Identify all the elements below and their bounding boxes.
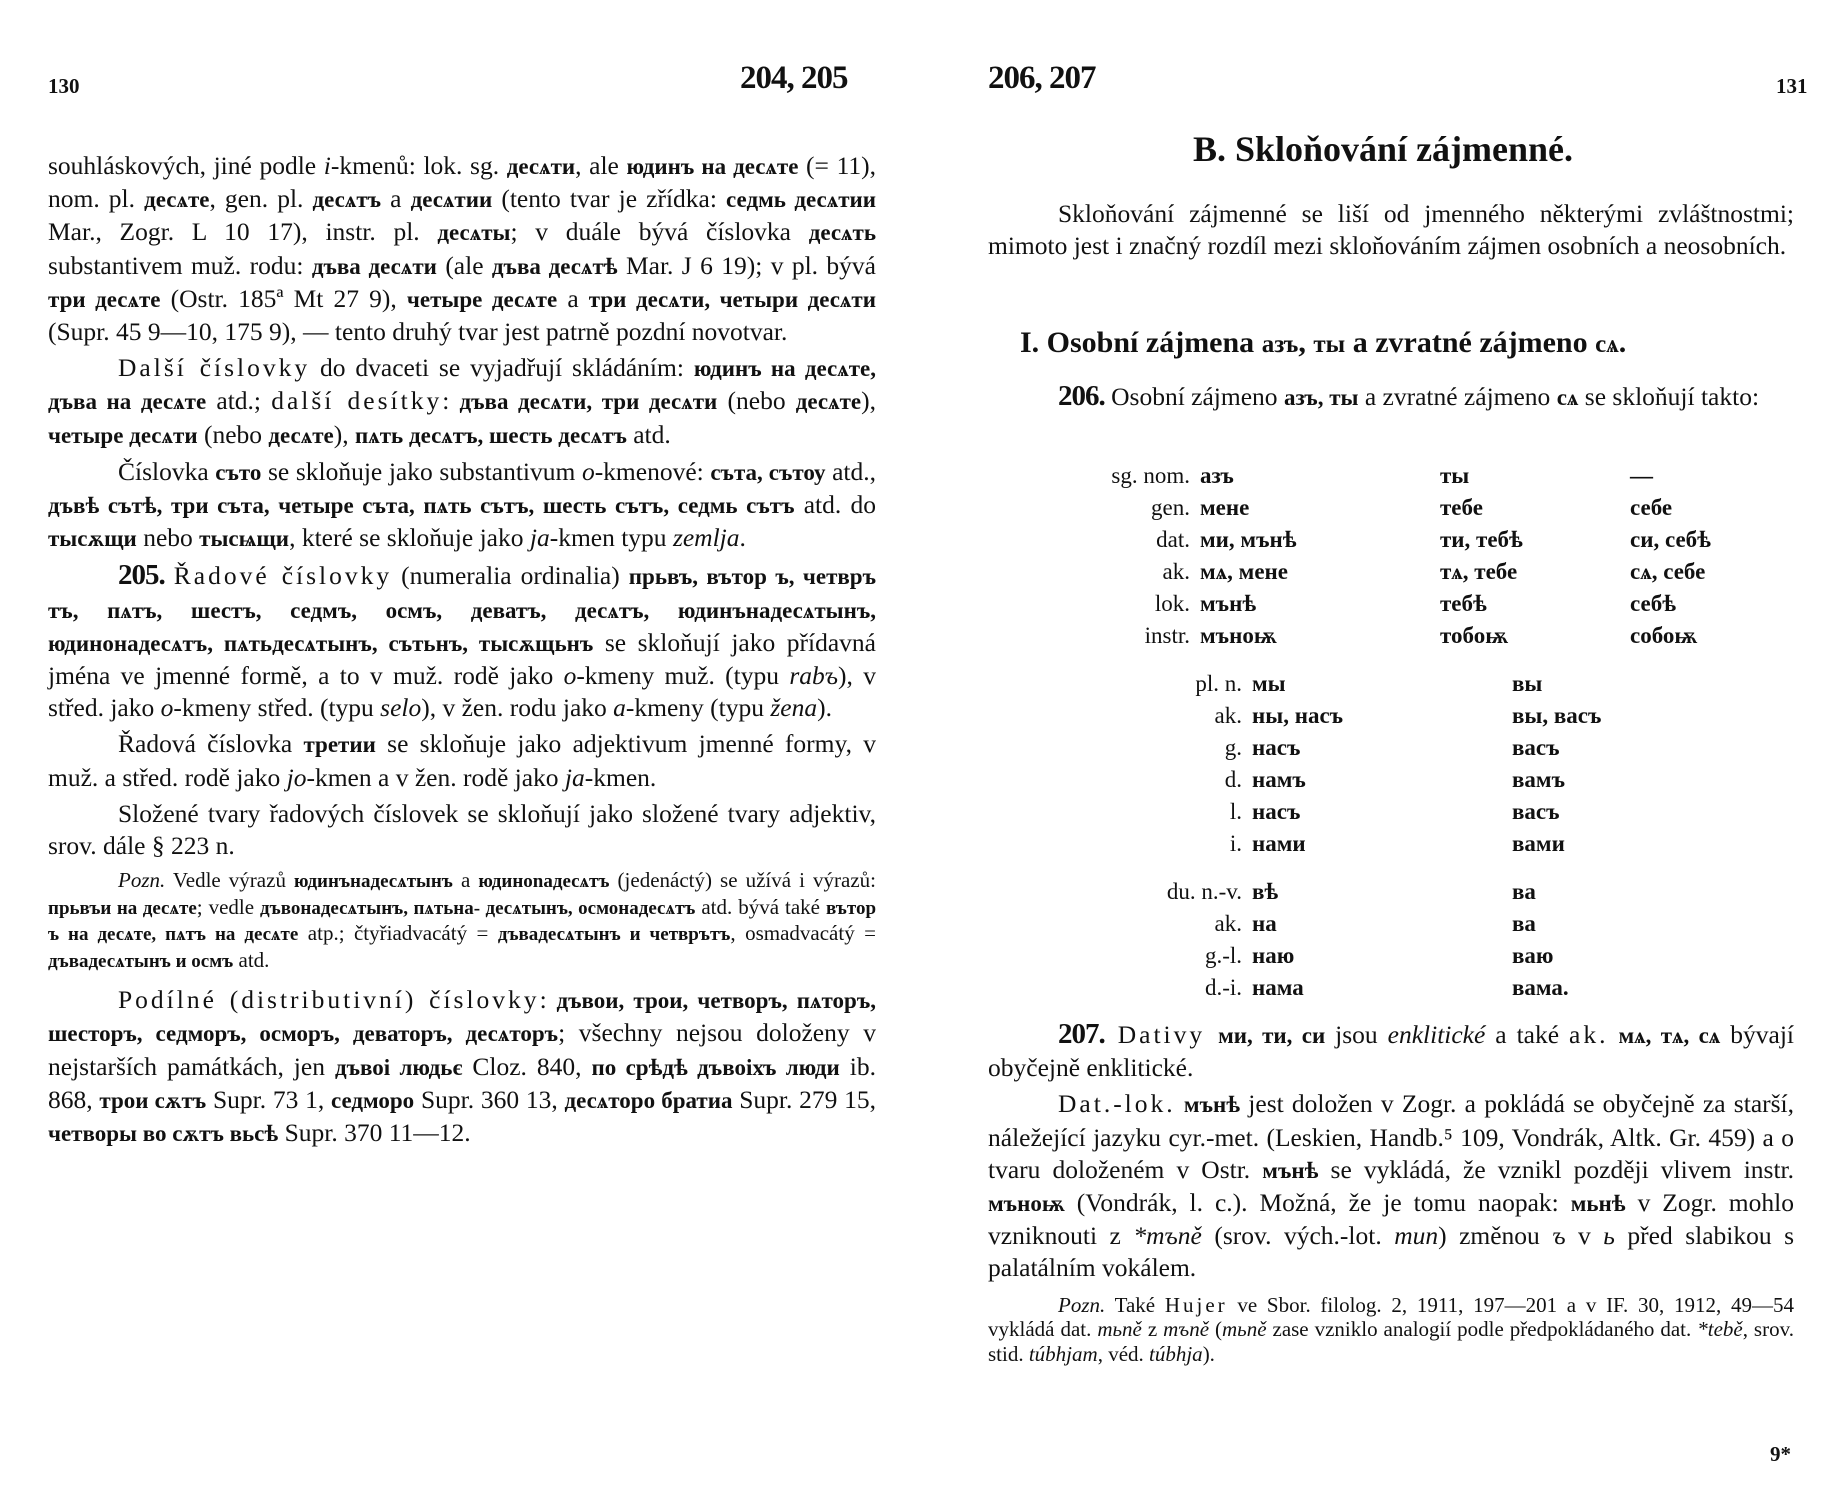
text: , véd. xyxy=(1097,1341,1150,1366)
italic-text: mun xyxy=(1394,1221,1439,1251)
text: Supr. 370 11—12. xyxy=(278,1118,471,1148)
text: nebo xyxy=(136,523,200,553)
church-slavonic-word: дъвоі людьє xyxy=(334,1054,463,1080)
text: : xyxy=(539,985,557,1015)
case-label: ak. xyxy=(1214,703,1242,728)
text: -kmeny střed. (typu xyxy=(173,693,381,723)
text: ) změnou xyxy=(1438,1221,1553,1251)
table-row xyxy=(1000,556,1720,588)
church-slavonic-word: юдиноnадесѧтъ xyxy=(478,871,610,893)
page-number: 130 xyxy=(48,74,80,98)
church-slavonic-word: трои сѫтъ xyxy=(99,1087,207,1113)
text xyxy=(1176,1089,1184,1118)
table-row xyxy=(1092,940,1692,972)
text: -kmen a v žen. rodě jako xyxy=(306,762,565,792)
text: atd. bývá také xyxy=(695,894,826,919)
italic-text: mъně xyxy=(1163,1317,1210,1342)
form-2sg: тѧ, тебе xyxy=(1440,559,1518,584)
form-reflexive: си, себѣ xyxy=(1630,527,1711,552)
form-1du: вѣ xyxy=(1252,879,1279,904)
form-reflexive: себе xyxy=(1630,495,1673,520)
italic-text: ь xyxy=(1603,1221,1615,1251)
form-1pl: нами xyxy=(1252,831,1306,856)
text: Mar. J 6 19); v pl. bývá xyxy=(617,250,876,280)
church-slavonic-word: десѧтии xyxy=(410,187,493,213)
italic-text: enklitické xyxy=(1387,1020,1486,1049)
church-slavonic-word: четворы во сѫтъ вьсѣ xyxy=(48,1121,279,1147)
text: atd. xyxy=(233,947,270,972)
text: Supr. 73 1, xyxy=(206,1084,331,1114)
italic-text: žena xyxy=(770,693,818,723)
paragraph xyxy=(48,984,876,1150)
text: , gen. pl. xyxy=(209,184,313,214)
case-label: lok. xyxy=(1154,591,1190,616)
italic-text: túbhja xyxy=(1149,1341,1203,1366)
church-slavonic-word: съто xyxy=(215,459,262,485)
text: ; v duále bývá číslovka xyxy=(510,217,809,247)
table-row xyxy=(1000,588,1720,620)
case-label: g.-l. xyxy=(1204,943,1242,968)
form-2sg: тебе xyxy=(1440,495,1483,520)
text: atp.; čtyřiadvacátý = xyxy=(298,921,498,946)
church-slavonic-word: дъва десѧти xyxy=(311,253,437,279)
form-2du: ва xyxy=(1512,911,1536,936)
form-2pl: вы, васъ xyxy=(1512,703,1602,728)
church-slavonic-word: юдинъ на десѧте, дъва на десѧте xyxy=(48,356,876,415)
right-page xyxy=(922,0,1844,1500)
spaced-text: Další číslovky xyxy=(118,353,311,383)
section-207 xyxy=(988,1018,1794,1370)
text: (srov. vých.-lot. xyxy=(1201,1221,1395,1251)
church-slavonic-word: сѧ xyxy=(1595,331,1619,358)
text: , které se skloňuje jako xyxy=(289,523,530,553)
text: se skloňují jako přídavná jména ve jmenné formě, a to v muž. rodě jako xyxy=(48,627,876,691)
chapter-title: B. Skloňování zájmenné. xyxy=(1192,129,1574,169)
church-slavonic-word: десѧть xyxy=(808,220,876,246)
table-row xyxy=(1000,492,1720,524)
table-row xyxy=(1092,908,1692,940)
church-slavonic-word: ты xyxy=(1313,331,1346,358)
form-1pl: ны, насъ xyxy=(1252,703,1344,728)
paragraph: Skloňování zájmenné se liší od jmenného některými zvláštnostmi; mimoto jest i značný rozdíl mezi skloňováním zájmen osobních a neosobních. xyxy=(988,199,1794,261)
form-2pl: васъ xyxy=(1512,735,1560,760)
church-slavonic-word: мънѣ xyxy=(1262,1157,1319,1183)
text: a také xyxy=(1485,1020,1570,1049)
table-row xyxy=(1092,972,1692,1004)
text: z xyxy=(1141,1317,1164,1342)
left-column xyxy=(48,150,876,1154)
case-label: d.-i. xyxy=(1204,975,1242,1000)
text: (nebo xyxy=(197,419,269,449)
form-reflexive: собоѭ xyxy=(1630,623,1698,648)
form-2sg: ти, тебѣ xyxy=(1440,527,1523,552)
text: ib. 868, xyxy=(48,1051,876,1114)
church-slavonic-word: съта, сътоу xyxy=(710,459,826,485)
text xyxy=(1608,1020,1618,1049)
form-1pl: мы xyxy=(1252,671,1286,696)
section-number: 205. xyxy=(118,559,165,592)
text: Cloz. 840, xyxy=(462,1051,592,1081)
text: : xyxy=(442,386,460,416)
text: -kmeny muž. (typu xyxy=(576,661,790,691)
church-slavonic-word: третии xyxy=(303,732,376,758)
church-slavonic-word: десѧте xyxy=(795,389,862,415)
italic-text: o xyxy=(160,693,174,723)
case-label: ak. xyxy=(1214,911,1242,936)
table-row xyxy=(1092,876,1692,908)
case-label: du. n.-v. xyxy=(1166,879,1242,904)
church-slavonic-word: прьвъи на десѧте xyxy=(48,897,197,919)
italic-text: ъ xyxy=(1552,1221,1566,1251)
note-label: Pozn. xyxy=(1058,1292,1106,1317)
italic-text: jo xyxy=(286,762,307,792)
text: Supr. 360 13, xyxy=(414,1084,565,1114)
text: zase vzniklo analogií podle předpokládaného dat. xyxy=(1266,1317,1698,1342)
italic-text: o xyxy=(581,456,595,486)
form-1pl: намъ xyxy=(1252,767,1306,792)
text: v Zogr. mohlo vzniknouti z xyxy=(988,1188,1794,1251)
text: ve Sbor. filolog. 2, 1911, 197—201 a v IF. 30, 1912, 49—54 vykládá dat. xyxy=(988,1292,1794,1342)
text: Číslovka xyxy=(118,456,216,486)
paragraph xyxy=(48,728,876,793)
table-row xyxy=(1000,460,1720,492)
italic-text: mьně xyxy=(1221,1317,1267,1342)
case-label: sg. nom. xyxy=(1111,463,1190,488)
church-slavonic-word: мьнѣ xyxy=(1570,1191,1626,1217)
form-1pl: насъ xyxy=(1252,799,1301,824)
table-row xyxy=(1092,668,1692,700)
text: Osobní zájmeno xyxy=(1104,382,1284,411)
text: ), xyxy=(333,419,355,449)
form-2du: ва xyxy=(1512,879,1536,904)
text: , osmadvacátý = xyxy=(730,921,876,946)
form-reflexive: — xyxy=(1630,463,1653,488)
paragraph xyxy=(988,1018,1794,1084)
text: a zvratné zájmeno xyxy=(1358,382,1557,411)
text: Složené tvary řadových číslovek se skloňují jako složené tvary adjektiv, srov. dále § 223 n. xyxy=(48,798,876,861)
text: do dvaceti se vyjadřují skládáním: xyxy=(310,353,694,383)
case-label: dat. xyxy=(1156,527,1190,552)
section-subtitle xyxy=(1020,326,1626,360)
section-numbers: 206, 207 xyxy=(988,60,1096,96)
section-206 xyxy=(988,380,1794,418)
spaced-text: Podílné (distributivní) číslovky xyxy=(118,985,540,1015)
intro-paragraph xyxy=(988,198,1794,266)
form-1sg: азъ xyxy=(1200,463,1234,488)
table-row xyxy=(1092,732,1692,764)
text: Také xyxy=(1105,1292,1165,1317)
case-label: pl. n. xyxy=(1195,671,1242,696)
church-slavonic-word: тысѫщи xyxy=(48,526,137,552)
text: substantivem muž. rodu: xyxy=(48,250,312,280)
text: Řadová číslovka xyxy=(118,729,304,759)
italic-text: túbhjam xyxy=(1028,1341,1098,1366)
form-2sg: тебѣ xyxy=(1440,591,1487,616)
paradigm-dual xyxy=(1092,876,1692,1004)
church-slavonic-word: четыре десѧти xyxy=(48,422,198,448)
church-slavonic-word: седмь десѧтии xyxy=(726,187,877,213)
text: . xyxy=(1618,326,1627,359)
church-slavonic-word: десѧты xyxy=(437,220,511,246)
table-row xyxy=(1000,620,1720,652)
church-slavonic-word: десѧтъ xyxy=(312,187,382,213)
case-label: gen. xyxy=(1151,495,1190,520)
text: (Supr. 45 9—10, 175 9), — tento druhý tvar jest patrně pozdní novotvar. xyxy=(48,317,788,347)
text: (= 11), nom. pl. xyxy=(48,151,876,214)
text: (tento tvar je zřídka: xyxy=(492,184,727,214)
form-reflexive: сѧ, себе xyxy=(1630,559,1706,584)
text: atd. xyxy=(626,419,671,449)
case-label: d. xyxy=(1224,767,1242,792)
form-1du: наю xyxy=(1252,943,1295,968)
italic-text: *tebě xyxy=(1697,1317,1743,1342)
text: se skloňuje jako adjektivum jmenné formy, v muž. a střed. rodě jako xyxy=(48,729,877,792)
church-slavonic-word: дъвои, трои, четворъ, пѧторъ, шесторъ, седморъ, осморъ, деваторъ, десѧторъ xyxy=(48,988,876,1047)
text: ), v střed. jako xyxy=(48,661,876,723)
church-slavonic-word: десѧте xyxy=(144,187,210,213)
table-row xyxy=(1000,524,1720,556)
page-number: 131 xyxy=(1776,74,1808,98)
text: jsou xyxy=(1325,1020,1388,1049)
form-1sg: мѧ, мене xyxy=(1200,559,1289,584)
text: souhláskových, jiné podle xyxy=(48,151,324,180)
church-slavonic-word: мъноѭ xyxy=(988,1191,1065,1217)
church-slavonic-word: азъ xyxy=(1261,331,1299,358)
form-1du: нама xyxy=(1252,975,1304,1000)
church-slavonic-word: мънѣ xyxy=(1183,1092,1241,1118)
church-slavonic-word: десѧторо братиа xyxy=(564,1087,733,1113)
text: ; vedle xyxy=(196,894,261,919)
form-2pl: вамъ xyxy=(1512,767,1565,792)
text: ; všechny nejsou doloženy v nejstarších památkách, jen xyxy=(48,1018,876,1081)
church-slavonic-word: дъвонадесѧтынъ, пѧтьна- десѧтынъ, осмонадесѧтъ xyxy=(260,897,696,919)
spaced-text: Hujer xyxy=(1164,1292,1228,1317)
text: -kmenové: xyxy=(594,456,711,486)
text: -kmenů: lok. sg. xyxy=(330,151,507,180)
church-slavonic-word: три десѧти, четыри десѧти xyxy=(588,286,876,312)
italic-text: zemlja xyxy=(672,523,740,553)
text: atd. do xyxy=(794,490,876,520)
printer-signature: 9* xyxy=(1770,1442,1791,1466)
text: , srov. stid. xyxy=(988,1317,1794,1366)
church-slavonic-word: ми, ти, си xyxy=(1218,1023,1326,1048)
italic-text: a xyxy=(613,693,626,723)
text: (ale xyxy=(436,250,492,280)
case-label: i. xyxy=(1229,831,1242,856)
paragraph xyxy=(988,1088,1794,1284)
church-slavonic-word: три десѧте xyxy=(48,286,161,312)
form-1sg: мене xyxy=(1200,495,1250,520)
form-1sg: ми, мънѣ xyxy=(1200,527,1297,552)
text: atd.; xyxy=(206,386,272,416)
church-slavonic-word: дъвѣ сътѣ, три съта, четыре съта, пѧть сътъ, шесть сътъ, седмь сътъ xyxy=(48,493,795,519)
text: se skloňuje jako substantivum xyxy=(261,456,582,486)
italic-text: o xyxy=(563,661,577,691)
text: (Ostr. 185ª Mt 27 9), xyxy=(160,283,407,313)
text: -kmen. xyxy=(584,762,657,792)
text: Supr. 279 15, xyxy=(732,1084,876,1114)
form-1pl: насъ xyxy=(1252,735,1301,760)
section-numbers: 204, 205 xyxy=(740,60,848,96)
text: (numeralia ordinalia) xyxy=(392,561,629,591)
form-1sg: мънѣ xyxy=(1200,591,1257,616)
text: ). xyxy=(817,693,832,723)
church-slavonic-word: десѧте xyxy=(268,422,334,448)
church-slavonic-word: юдинънадесѧтынъ xyxy=(294,871,453,893)
text: a zvratné zájmeno xyxy=(1345,326,1596,359)
spaced-text: ak. xyxy=(1569,1020,1609,1049)
table-row xyxy=(1092,700,1692,732)
text: jest doložen v Zogr. a pokládá se obyčejně za starší, náležející jazyku cyr.-met. (Leskien, Handb.⁵ 109, Vondrák, Altk. Gr. 459) a o tvaru doloženém v Ostr. xyxy=(988,1089,1795,1184)
paragraph xyxy=(48,798,876,862)
note-label: Pozn. xyxy=(118,868,166,893)
form-2pl: вы xyxy=(1512,671,1543,696)
spaced-text: Řadové číslovky xyxy=(173,561,393,591)
form-1du: на xyxy=(1252,911,1277,936)
text: a xyxy=(452,868,479,893)
italic-text: i xyxy=(323,151,331,180)
text: -kmen typu xyxy=(549,523,673,553)
paradigm-plural xyxy=(1092,668,1692,860)
text: , xyxy=(1298,326,1314,359)
text: bývají obyčejně enklitické. xyxy=(988,1020,1794,1083)
text: ). xyxy=(1202,1341,1215,1366)
paragraph xyxy=(988,380,1794,414)
text: (jedenáctý) se užívá i výrazů: xyxy=(609,868,877,893)
text: ( xyxy=(1209,1317,1222,1342)
paradigm-singular xyxy=(1000,460,1720,652)
church-slavonic-word: десѧти xyxy=(506,154,576,179)
church-slavonic-word: по срѣдѣ дъвоіхъ люди xyxy=(591,1054,840,1080)
text: I. Osobní zájmena xyxy=(1020,326,1262,359)
table-row xyxy=(1092,764,1692,796)
text: (nebo xyxy=(717,386,796,416)
form-2sg: ты xyxy=(1440,463,1470,488)
text: se vykládá, že vznikl později vlivem instr. xyxy=(1318,1154,1794,1184)
church-slavonic-word: азъ, ты xyxy=(1283,385,1359,410)
spaced-text: další desítky xyxy=(271,386,443,416)
paragraph xyxy=(48,150,876,348)
italic-text: ja xyxy=(564,762,585,792)
church-slavonic-word: юдинъ на десѧте xyxy=(626,154,799,179)
form-2du: вама. xyxy=(1512,975,1569,1000)
church-slavonic-word: прьвъ, вътор ъ, четвръ тъ, пѧтъ, шестъ, седмъ, осмъ, деватъ, десѧтъ, юдинънадесѧтынъ, юдинонадесѧтъ, пѧтьдесѧтынъ, сътьнъ, тысѫщьнъ xyxy=(48,564,877,656)
paragraph xyxy=(48,559,876,724)
section-number: 207. xyxy=(1058,1018,1105,1050)
spaced-text: Dativy xyxy=(1104,1020,1219,1049)
church-slavonic-word: четыре десѧте xyxy=(406,286,558,312)
church-slavonic-word: сѧ xyxy=(1556,385,1579,410)
form-2sg: тобоѭ xyxy=(1440,623,1509,648)
table-row xyxy=(1092,796,1692,828)
text: -kmeny (typu xyxy=(625,693,771,723)
text: Vedle výrazů xyxy=(165,868,295,893)
italic-text: selo xyxy=(380,693,422,723)
paragraph xyxy=(48,352,876,452)
text: v xyxy=(1565,1221,1604,1251)
case-label: ak. xyxy=(1162,559,1190,584)
form-2du: ваю xyxy=(1512,943,1554,968)
italic-text: *mъně xyxy=(1133,1221,1202,1251)
text: ), xyxy=(861,386,876,416)
case-label: g. xyxy=(1224,735,1242,760)
spaced-text: Dat.-lok. xyxy=(1058,1089,1176,1119)
table-row xyxy=(1092,828,1692,860)
church-slavonic-word: вътор ъ на десѧте, пѧтъ на десѧте xyxy=(48,897,877,946)
text: (Vondrák, l. c.). Možná, že je tomu naopak: xyxy=(1064,1188,1571,1218)
italic-text: mьně xyxy=(1097,1317,1142,1342)
text: se skloňují takto: xyxy=(1578,382,1760,411)
text: atd., xyxy=(825,456,876,486)
text: před slabikou s palatálním vokálem. xyxy=(988,1221,1795,1283)
italic-text: rabъ xyxy=(789,661,839,691)
church-slavonic-word: дъвадесѧтынъ и четврътъ xyxy=(497,924,731,946)
church-slavonic-word: тысѩщи xyxy=(199,526,290,552)
church-slavonic-word: дъва десѧти, три десѧти xyxy=(459,389,718,415)
text: a xyxy=(381,184,411,214)
form-1sg: мъноѭ xyxy=(1200,623,1277,648)
form-2pl: васъ xyxy=(1512,799,1560,824)
footnote xyxy=(48,868,876,974)
church-slavonic-word: седморо xyxy=(331,1087,415,1113)
form-2pl: вами xyxy=(1512,831,1565,856)
text: . xyxy=(739,523,746,553)
text: Mar., Zogr. L 10 17), instr. pl. xyxy=(48,217,438,247)
italic-text: ja xyxy=(529,523,550,553)
text: a xyxy=(557,283,589,313)
case-label: l. xyxy=(1229,799,1242,824)
church-slavonic-word: дъва десѧтѣ xyxy=(491,253,618,279)
church-slavonic-word: мѧ, тѧ, сѧ xyxy=(1618,1023,1721,1048)
case-label: instr. xyxy=(1144,623,1190,648)
church-slavonic-word: дъвадесѧтынъ и осмъ xyxy=(48,950,234,972)
text: ), v žen. rodu jako xyxy=(421,693,614,723)
section-number: 206. xyxy=(1058,380,1105,412)
form-reflexive: себѣ xyxy=(1630,591,1676,616)
text: , ale xyxy=(575,151,627,180)
footnote xyxy=(988,1293,1794,1367)
paragraph xyxy=(48,456,876,556)
church-slavonic-word: пѧть десѧтъ, шесть десѧтъ xyxy=(354,422,627,448)
